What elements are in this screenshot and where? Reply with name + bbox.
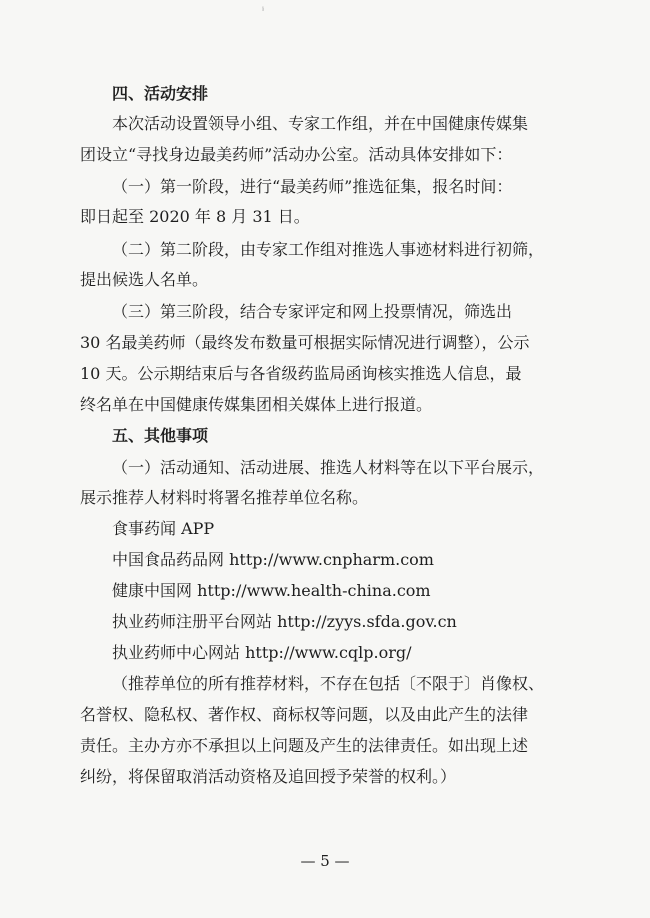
platform-line: 中国食品药品网 http://www.cnpharm.com bbox=[112, 550, 434, 569]
platform-line: 食事药闻 APP bbox=[112, 519, 215, 538]
paragraph-line: 提出候选人名单。 bbox=[80, 270, 209, 289]
paragraph-line: 名誉权、隐私权、著作权、商标权等问题，以及由此产生的法律 bbox=[80, 705, 529, 724]
scan-mark: ⁱ bbox=[262, 6, 265, 17]
paragraph-line: （一）活动通知、活动进展、推选人材料等在以下平台展示， bbox=[112, 458, 545, 477]
paragraph-line: 10 天。公示期结束后与各省级药监局函询核实推选人信息，最 bbox=[80, 364, 522, 383]
section-4-heading: 四、活动安排 bbox=[112, 84, 209, 103]
platform-line: 执业药师中心网站 http://www.cqlp.org/ bbox=[112, 643, 412, 662]
paragraph-line: 展示推荐人材料时将署名推荐单位名称。 bbox=[80, 488, 369, 507]
paragraph-line: 本次活动设置领导小组、专家工作组，并在中国健康传媒集 bbox=[112, 114, 529, 133]
section-5-heading: 五、其他事项 bbox=[112, 426, 209, 445]
paragraph-line: 终名单在中国健康传媒集团相关媒体上进行报道。 bbox=[80, 395, 433, 414]
paragraph-line: 纠纷，将保留取消活动资格及追回授予荣誉的权利。） bbox=[80, 767, 457, 786]
paragraph-line: 团设立“寻找身边最美药师”活动办公室。活动具体安排如下： bbox=[80, 145, 513, 164]
paragraph-line: 责任。主办方亦不承担以上问题及产生的法律责任。如出现上述 bbox=[80, 736, 529, 755]
page-number: — 5 — bbox=[300, 852, 350, 870]
paragraph-line: （推荐单位的所有推荐材料，不存在包括〔不限于〕肖像权、 bbox=[112, 674, 545, 693]
platform-line: 健康中国网 http://www.health-china.com bbox=[112, 581, 431, 600]
paragraph-line: 即日起至 2020 年 8 月 31 日。 bbox=[80, 207, 310, 226]
paragraph-line: （三）第三阶段，结合专家评定和网上投票情况，筛选出 bbox=[112, 302, 513, 321]
platform-line: 执业药师注册平台网站 http://zyys.sfda.gov.cn bbox=[112, 612, 457, 631]
paragraph-line: （二）第二阶段，由专家工作组对推选人事迹材料进行初筛， bbox=[112, 240, 545, 259]
paragraph-line: （一）第一阶段，进行“最美药师”推选征集，报名时间： bbox=[112, 177, 513, 196]
paragraph-line: 30 名最美药师（最终发布数量可根据实际情况进行调整），公示 bbox=[80, 333, 530, 352]
